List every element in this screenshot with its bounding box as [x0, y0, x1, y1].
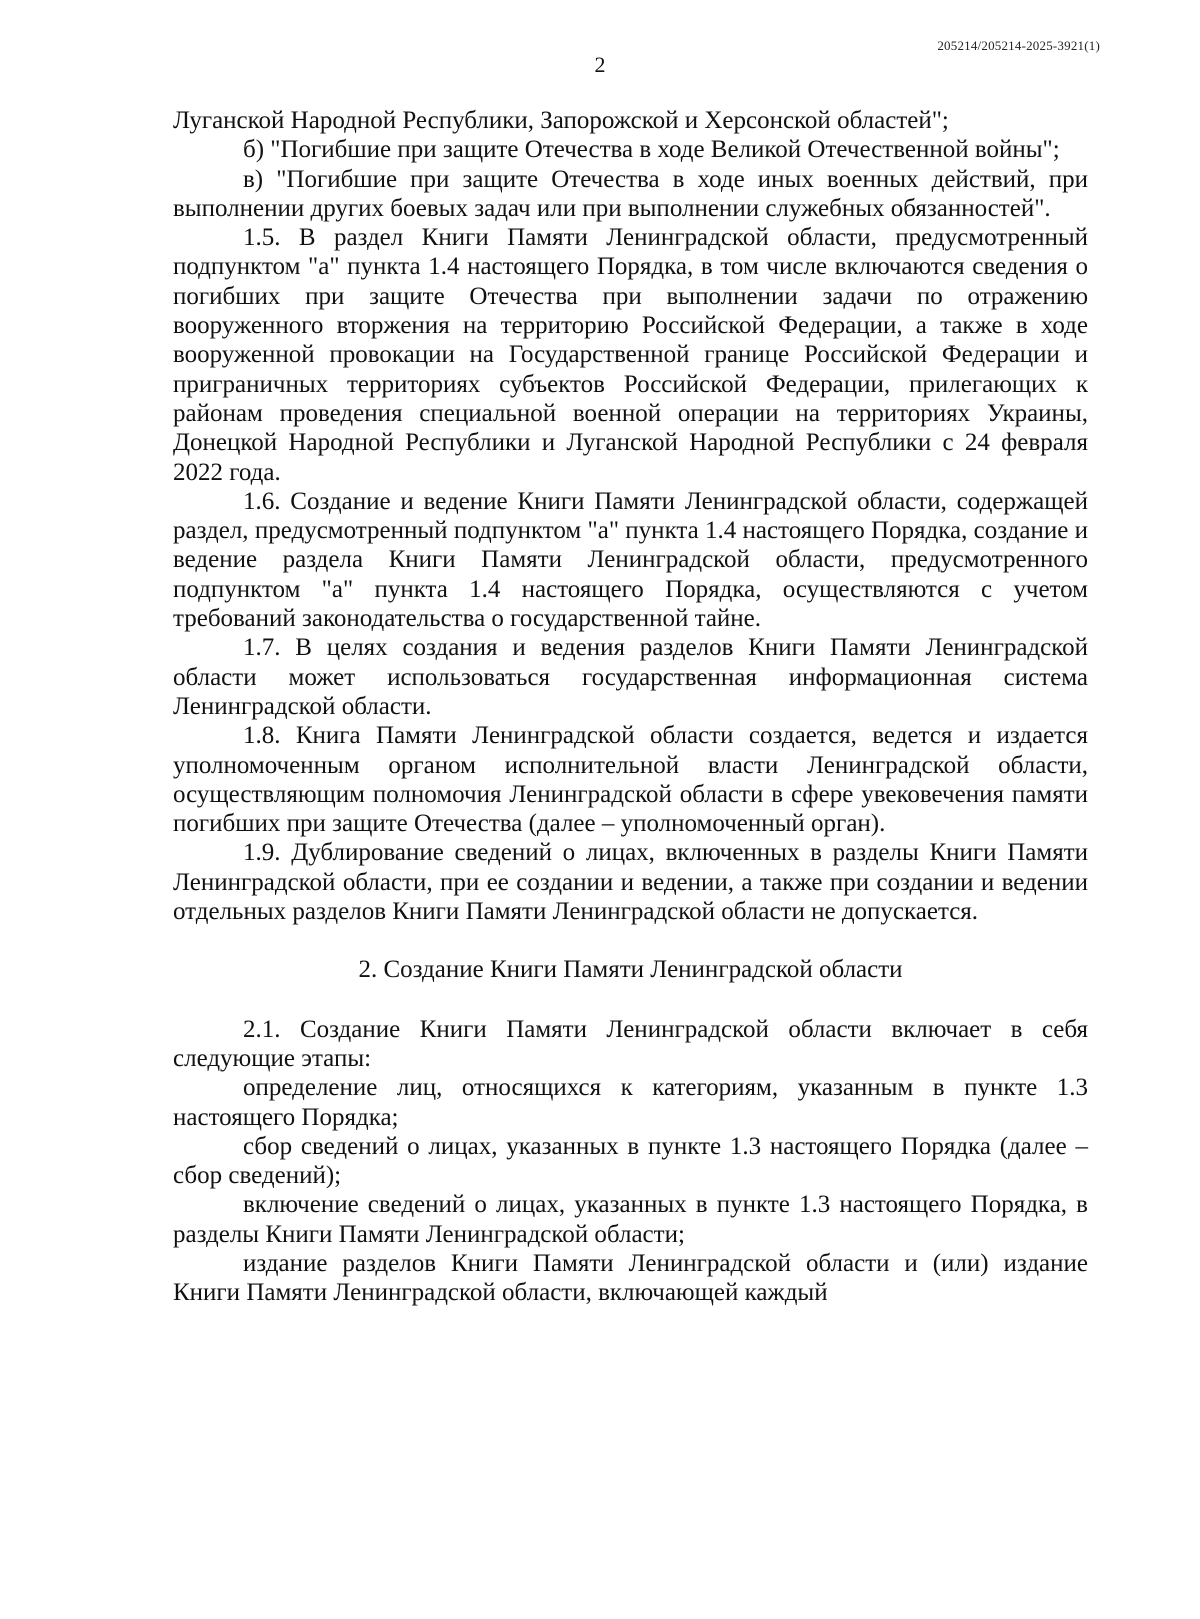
paragraph-continuation: Луганской Народной Республики, Запорожской и Херсонской областей";	[173, 107, 949, 134]
document-id: 205214/205214-2025-3921(1)	[937, 38, 1100, 53]
list-item-stage-2: сбор сведений о лицах, указанных в пункте 1.3 настоящего Порядка (далее – сбор сведений);	[173, 1132, 1088, 1190]
paragraph-1-9: 1.9. Дублирование сведений о лицах, включенных в разделы Книги Памяти Ленинградской области, при ее создании и ведении, а также при создании и ведении отдельных разделов Книги Памяти Ленинградской области не допускается.	[173, 839, 1088, 926]
document-body	[173, 106, 1088, 1308]
list-item-stage-4: издание разделов Книги Памяти Ленинградской области и (или) издание Книги Памяти Ленинградской области, включающей каждый	[173, 1249, 1088, 1307]
paragraph-item-v: в) "Погибшие при защите Отечества в ходе иных военных действий, при выполнении других боевых задач или при выполнении служебных обязанностей".	[173, 165, 1088, 222]
paragraph-2-1: 2.1. Создание Книги Памяти Ленинградской области включает в себя следующие этапы:	[173, 1015, 1088, 1072]
section-heading: 2. Создание Книги Памяти Ленинградской области	[358, 956, 903, 984]
list-item-stage-1: определение лиц, относящихся к категориям, указанным в пункте 1.3 настоящего Порядка;	[173, 1074, 1088, 1131]
paragraph-1-8: 1.8. Книга Памяти Ленинградской области создается, ведется и издается уполномоченным органом исполнительной власти Ленинградской области, осуществляющим полномочия Ленинградской области в сфере увековечения памяти погибших при защите Отечества (далее – уполномоченный орган).	[173, 722, 1088, 838]
paragraph-1-6: 1.6. Создание и ведение Книги Памяти Ленинградской области, содержащей раздел, предусмотренный подпунктом "а" пункта 1.4 настоящего Порядка, создание и ведение раздела Книги Памяти Ленинградской области, предусмотренного подпунктом "а" пункта 1.4 настоящего Порядка, осуществляются с учетом требований законодательства о государственной тайне.	[173, 487, 1088, 633]
paragraph-item-b: б) "Погибшие при защите Отечества в ходе Великой Отечественной войны";	[243, 136, 1060, 164]
list-item-stage-3: включение сведений о лицах, указанных в пункте 1.3 настоящего Порядка, в разделы Книги Памяти Ленинградской области;	[173, 1191, 1088, 1248]
paragraph-1-7: 1.7. В целях создания и ведения разделов Книги Памяти Ленинградской области может использоваться государственная информационная система Ленинградской области.	[173, 634, 1088, 720]
page-number: 2	[594, 52, 606, 77]
paragraph-1-5: 1.5. В раздел Книги Памяти Ленинградской области, предусмотренный подпунктом "а" пункта 1.4 настоящего Порядка, в том числе включаются сведения о погибших при защите Отечества при выполнении задачи по отражению вооруженного вторжения на территорию Российской Федерации, а также в ходе вооруженной провокации на Государственной границе Российской Федерации и приграничных территориях субъектов Российской Федерации, прилегающих к районам проведения специальной военной операции на территориях Украины, Донецкой Народной Республики и Луганской Народной Республики с 24 февраля 2022 года.	[173, 224, 1088, 486]
